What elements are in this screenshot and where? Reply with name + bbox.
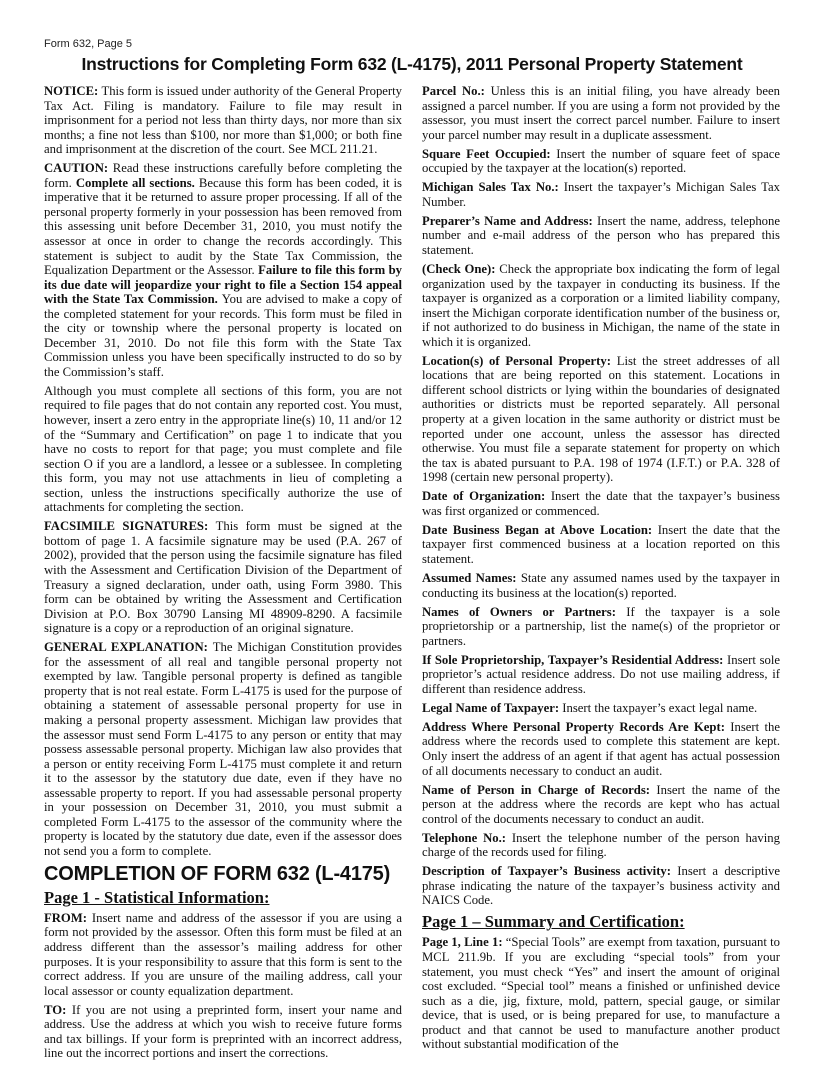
body-text: List the street addresses of all locations that are being reported on this statement. Locations in different school districts or lying within the boundaries of designated authorities or districts must be reported separately. All personal property at a given location in the same authority or district must be reported under one account, unless the assessor has directed otherwise. You must file a separate statement for property on which the tax is abated pursuant to P.A. 198 of 1974 (I.F.T.) or P.A. 328 of 1998 (certain new personal property).: [422, 353, 780, 485]
body-text: This form is issued under authority of the General Property Tax Act. Filing is mandatory. Failure to file may result in imprisonment for a period not less than thirty days, nor more than six months; a fine not less than $100, nor more than $1,000; or both fine and imprisonment at the discretion of the court. See MCL 211.21.: [44, 84, 403, 157]
bold-lead-text: Telephone No.:: [422, 830, 512, 845]
page1-line1-paragraph: [422, 935, 780, 1051]
bold-lead-text: Description of Taxpayer’s Business activity:: [422, 864, 678, 879]
completion-of-form-heading: COMPLETION OF FORM 632 (L-4175): [44, 862, 391, 885]
document-title: Instructions for Completing Form 632 (L-4175), 2011 Personal Property Statement: [81, 54, 743, 74]
to-paragraph: [44, 1003, 402, 1061]
square-feet-occupied-paragraph: [422, 147, 780, 176]
bold-lead-text: Failure to file this form by its due date will jeopardize your right to file a Section 154 appeal with the State Tax Commission.: [44, 263, 402, 307]
body-text: Insert the telephone number of the person having charge of the records used for filing.: [422, 830, 780, 860]
body-text: Insert the address where the records used to complete this statement are kept. Only insert the address of an agent if that agent has actual possession of all documents necessary to conduct an audit.: [422, 719, 780, 778]
body-text: State any assumed names used by the taxpayer in conducting its business at the location(s) reported.: [422, 570, 780, 600]
bold-lead-text: Assumed Names:: [422, 570, 521, 585]
body-text: Check the appropriate box indicating the form of legal organization used by the taxpayer in conducting its business. If the taxpayer is organized as a corporation or a limited liability company, insert the Michigan corporate identification number of the business or, if not authorized to do business in Michigan, the name of the state in which it is organized.: [422, 262, 780, 349]
check-one-paragraph: [422, 262, 780, 349]
body-text: Insert the taxpayer’s Michigan Sales Tax Number.: [422, 180, 781, 209]
bold-lead-text: GENERAL EXPLANATION:: [44, 640, 213, 655]
parcel-no-paragraph: [422, 84, 780, 142]
body-text: If the taxpayer is a sole proprietorship or a partnership, list the name(s) of the proprietor or partners.: [422, 604, 780, 648]
bold-lead-text: Date of Organization:: [422, 489, 551, 504]
body-text: Because this form has been coded, it is imperative that it be returned to assure proper processing. If all of the personal property formerly in your possession has been removed from this assessing unit before December 31, 2010, you must notify the assessor at once in order to change the records accordingly. This statement is subject to audit by the State Tax Commission, the Equalization Department or the Assessor.: [44, 175, 402, 278]
body-text: Insert the name, address, telephone number and e-mail address of the person who has prepared this statement.: [422, 213, 780, 257]
body-text: Insert sole proprietor’s actual residence address. Do not use mailing address, if different than residence address.: [422, 652, 781, 696]
locations-of-personal-property-paragraph: [422, 354, 780, 485]
address-records-kept-paragraph: [422, 720, 780, 778]
telephone-no-paragraph: [422, 831, 780, 860]
bold-lead-text: Complete all sections.: [75, 175, 199, 190]
page-label: Form 632, Page 5: [44, 38, 133, 50]
body-text: Insert the date that the taxpayer first commenced business at a location reported on this statement.: [422, 522, 781, 566]
assumed-names-paragraph: [422, 571, 780, 600]
bold-lead-text: Preparer’s Name and Address:: [422, 213, 598, 228]
body-text: Read these instructions carefully before completing the form.: [44, 161, 402, 190]
body-text: Insert the date that the taxpayer’s business was first organized or commenced.: [422, 489, 780, 518]
left-column: [44, 84, 402, 1065]
bold-lead-text: Date Business Began at Above Location:: [422, 522, 658, 537]
page1-statistical-information-heading: Page 1 - Statistical Information:: [44, 887, 270, 907]
bold-lead-text: TO:: [44, 1002, 72, 1017]
bold-lead-text: Legal Name of Taxpayer:: [422, 700, 563, 715]
date-of-organization-paragraph: [422, 489, 780, 518]
body-text: Insert the number of square feet of space occupied by the taxpayer at the location(s) reported.: [422, 146, 780, 176]
bold-lead-text: CAUTION:: [44, 161, 113, 176]
body-text: This form must be signed at the bottom of page 1. A facsimile signature may be used (P.A. 267 of 2002), provided that the person using the facsimile signature has filed with the Assessment and Certification Division of the Department of Treasury a signed declaration, under oath, using Form 3980. This form can be obtained by writing the Assessment and Certification Division at P.O. Box 30790 Lansing MI 48909-8290. A facsimile signature is a copy or a reproduction of an original signature.: [44, 519, 402, 636]
body-text: Insert the name of the person at the address where the records are kept who has actual control of the documents necessary to conduct an audit.: [422, 782, 780, 826]
bold-lead-text: Square Feet Occupied:: [422, 146, 557, 161]
notice-paragraph: [44, 84, 402, 157]
general-explanation-paragraph: [44, 640, 402, 858]
names-of-owners-paragraph: [422, 605, 780, 649]
body-text: “Special Tools” are exempt from taxation, pursuant to MCL 211.9b. If you are excluding “special tools” from your statement, you must check “Yes” and insert the amount of original cost excluded. “Special tool” means a finished or unfinished device such as a die, jig, fixture, mold, pattern, special gauge, or similar device, that is used, or is being prepared for use, to manufacture a product and that cannot be used to manufacture another product without substantial modification of the: [422, 935, 780, 1052]
body-text: Insert the taxpayer’s exact legal name.: [562, 700, 758, 715]
michigan-sales-tax-paragraph: [422, 180, 780, 209]
body-text: Unless this is an initial filing, you have already been assigned a parcel number. If you are using a form not provided by the assessor, you must insert the correct parcel number. Failure to insert your parcel number may result in a duplicate assessment.: [422, 84, 780, 142]
body-text: If you are not using a preprinted form, insert your name and address. Use the address at which you wish to receive future forms and tax billings. If your form is preprinted with an incorrect address, line out the incorrect portions and insert the corrections.: [44, 1002, 402, 1061]
bold-lead-text: FACSIMILE SIGNATURES:: [44, 519, 216, 534]
body-text: Although you must complete all sections of this form, you are not required to file pages that do not contain any reported cost. You must, however, insert a zero entry in the appropriate line(s) 10, 11 and/or 12 of the “Summary and Certification” on page 1 to indicate that you have no costs to report for that page; you must complete and file section O if you are a landlord, a lessee or a sublessee. In completing this form, you may not use attachments in lieu of completing a section, unless the instructions specifically authorize the use of attachments for completing the section.: [44, 383, 402, 515]
page1-summary-certification-heading: Page 1 – Summary and Certification:: [422, 912, 685, 932]
sole-proprietorship-address-paragraph: [422, 653, 780, 697]
bold-lead-text: Parcel No.:: [422, 84, 491, 98]
description-business-activity-paragraph: [422, 864, 780, 908]
bold-lead-text: Page 1, Line 1:: [422, 935, 506, 950]
body-text: The Michigan Constitution provides for the assessment of all real and tangible personal property not exempted by law. Tangible personal property is defined as tangible property that is not real estate. Form L-4175 is used for the purpose of obtaining a statement of assessable personal property for use in making a personal property assessment. Michigan law provides that the assessor must send Form L-4175 to any person or entity that may possess assessable personal property. Michigan law also provides that a person or entity receiving Form L-4175 must complete it and return it to the assessor by the statutory due date, even if they have no assessable property to report. If you had assessable personal property in your possession on December 31, 2010, you must submit a completed Form L-4175 to the assessor of the community where the property is located by the statutory due date, even if the assessor does not send you a form to complete.: [44, 640, 402, 858]
bold-lead-text: If Sole Proprietorship, Taxpayer’s Residential Address:: [422, 652, 728, 667]
body-text: You are advised to make a copy of the completed statement for your records. This form must be filed in the city or township where the personal property is located on December 31, 2010. Do not file this form with the State Tax Commission unless you have been specifically instructed to do so by the Commission’s staff.: [44, 292, 402, 379]
body-text: Insert name and address of the assessor if you are using a form not provided by the assessor. Often this form must be filed at an address different than the assessor’s mailing address for other purposes. It is your responsibility to assure that this form is sent to the correct address. If you are unsure of the mailing address, call your local assessor or county equalization department.: [44, 910, 402, 998]
facsimile-signatures-paragraph: [44, 519, 402, 635]
date-business-began-paragraph: [422, 523, 780, 567]
person-in-charge-of-records-paragraph: [422, 783, 780, 827]
bold-lead-text: FROM:: [44, 910, 92, 925]
body-text: Insert a descriptive phrase indicating the nature of the taxpayer’s business activity and NAICS Code.: [422, 864, 780, 908]
bold-lead-text: Michigan Sales Tax No.:: [422, 180, 564, 195]
bold-lead-text: (Check One):: [422, 262, 500, 277]
bold-lead-text: Location(s) of Personal Property:: [422, 353, 617, 368]
bold-lead-text: NOTICE:: [44, 84, 102, 98]
legal-name-of-taxpayer-paragraph: [422, 701, 780, 716]
two-column-body: [44, 84, 780, 1065]
bold-lead-text: Names of Owners or Partners:: [422, 604, 627, 619]
right-column: [422, 84, 780, 1056]
bold-lead-text: Name of Person in Charge of Records:: [422, 782, 657, 797]
bold-lead-text: Address Where Personal Property Records Are Kept:: [422, 719, 731, 734]
although-paragraph: [44, 384, 402, 515]
caution-paragraph: [44, 161, 402, 379]
preparers-name-address-paragraph: [422, 214, 780, 258]
from-paragraph: [44, 911, 402, 998]
